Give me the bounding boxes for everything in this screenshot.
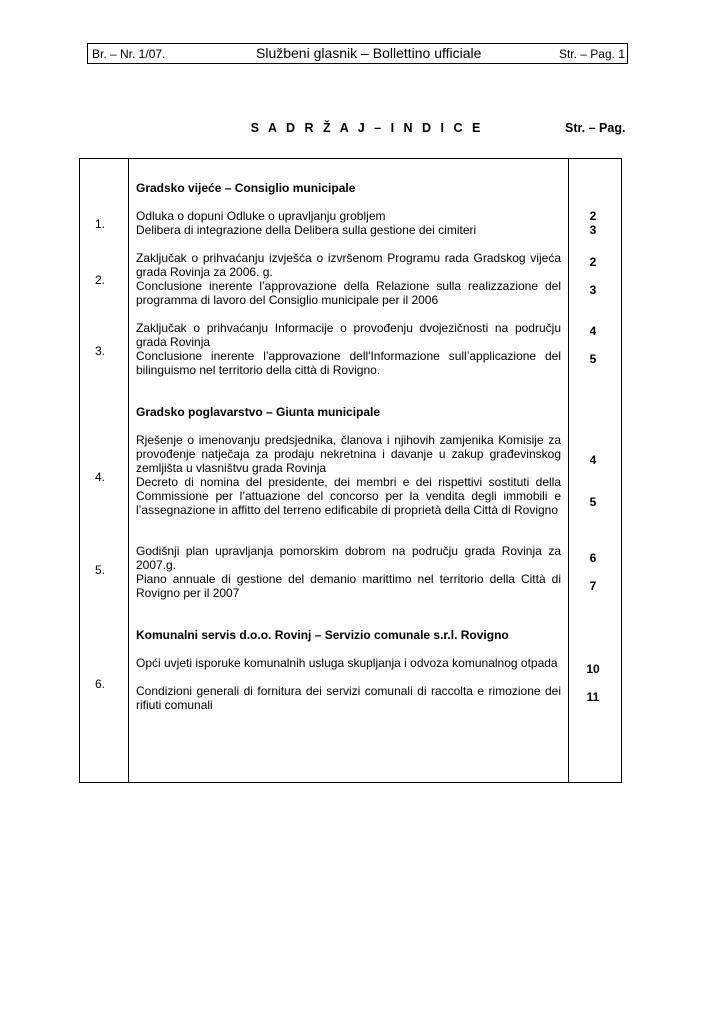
section-heading: Gradsko vijeće – Consiglio municipale	[136, 181, 356, 195]
toc-title: S A D R Ž A J – I N D I C E	[250, 121, 484, 135]
page-header	[87, 43, 628, 64]
item-page-it: 11	[586, 690, 600, 704]
item-text-hr: Opći uvjeti isporuke komunalnih usluga skupljanja i odvoza komunalnog otpada	[136, 656, 558, 670]
section-heading: Gradsko poglavarstvo – Giunta municipale	[136, 405, 381, 419]
item-number: 1.	[94, 217, 105, 231]
item-page-it: 3	[589, 223, 597, 237]
item-page-hr: 4	[589, 324, 597, 338]
column-divider	[568, 159, 569, 782]
item-text-hr: Odluka o dopuni Odluke o upravljanju grobljem	[136, 209, 386, 223]
item-page-it: 5	[589, 495, 597, 509]
item-number: 6.	[94, 677, 105, 691]
item-page-hr: 4	[589, 453, 597, 467]
item-number: 2.	[94, 273, 105, 287]
item-text-it: Piano annuale di gestione del demanio marittimo nel territorio della Città di Rovigno per il 2007	[136, 572, 561, 600]
item-number: 3.	[94, 344, 105, 358]
item-text-hr: Godišnji plan upravljanja pomorskim dobrom na području grada Rovinja za 2007.g.	[136, 544, 561, 572]
toc-table	[79, 158, 622, 783]
item-text-hr: Zaključak o prihvaćanju izvješća o izvršenom Programu rada Gradskog vijeća grada Rovinja za 2006. g.	[136, 251, 561, 279]
item-text-it: Decreto di nomina del presidente, dei membri e dei rispettivi sostituti della Commissione per l’attuazione del concorso per la vendita degli immobili e l’assegnazione in affitto del terreno edificabile di proprietà della Città di Rovigno	[136, 475, 561, 517]
item-page-it: 7	[589, 579, 597, 593]
item-text-it: Conclusione inerente l’approvazione della Relazione sulla realizzazione del programma di lavoro del Consiglio municipale per il 2006	[136, 279, 561, 307]
item-number: 4.	[94, 470, 105, 484]
toc-page-column-header: Str. – Pag.	[565, 121, 626, 135]
item-page-hr: 2	[589, 209, 597, 223]
item-text-hr: Zaključak o prihvaćanju Informacije o provođenju dvojezičnosti na području grada Rovinja	[136, 321, 561, 349]
item-page-hr: 6	[589, 551, 597, 565]
item-text-it: Condizioni generali di fornitura dei servizi comunali di raccolta e rimozione dei rifiuti comunali	[136, 684, 561, 712]
item-page-it: 5	[589, 352, 597, 366]
item-text-it: Delibera di integrazione della Delibera sulla gestione dei cimiteri	[136, 223, 477, 237]
item-page-hr: 10	[586, 662, 600, 676]
publication-title: Službeni glasnik – Bollettino ufficiale	[256, 45, 482, 61]
column-divider	[128, 159, 129, 782]
issue-number: Br. – Nr. 1/07.	[92, 47, 166, 61]
item-text-it: Conclusione inerente l’approvazione dell'Informazione sull’applicazione del bilinguismo nel territorio della città di Rovigno.	[136, 349, 561, 377]
item-text-hr: Rješenje o imenovanju predsjednika, članova i njihovih zamjenika Komisije za provođenje natječaja za prodaju nekretnina i davanje u zakup građevinskog zemljišta u vlasništvu grada Rovinja	[136, 433, 561, 475]
section-heading: Komunalni servis d.o.o. Rovinj – Servizio comunale s.r.l. Rovigno	[136, 628, 509, 642]
page-number: Str. – Pag. 1	[558, 47, 625, 61]
item-number: 5.	[94, 563, 105, 577]
item-page-hr: 2	[589, 255, 597, 269]
item-page-it: 3	[589, 283, 597, 297]
